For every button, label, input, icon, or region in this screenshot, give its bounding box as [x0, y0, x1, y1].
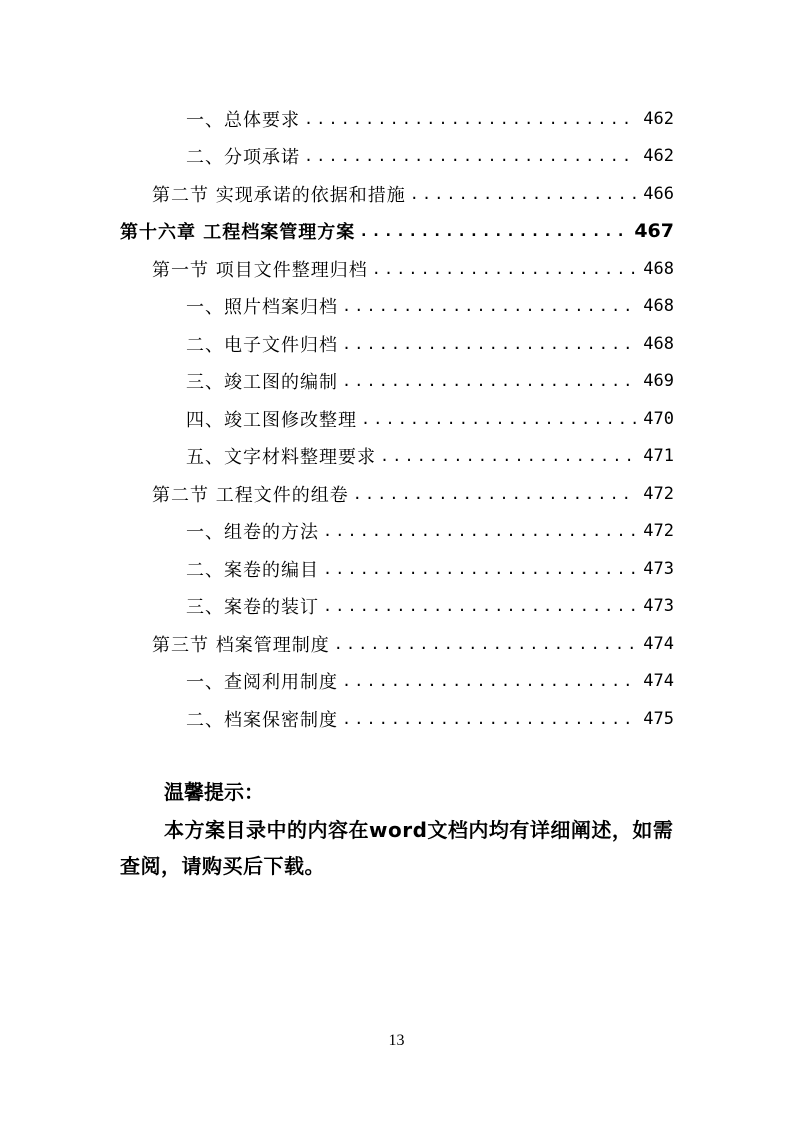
notice-body: 本方案目录中的内容在word文档内均有详细阐述，如需查阅，请购买后下载。	[120, 818, 674, 878]
toc-entry-page: 466	[643, 183, 674, 204]
toc-entry-page: 468	[643, 296, 674, 317]
toc-entry-title: 一、照片档案归档	[186, 297, 338, 319]
toc-entry[interactable]	[120, 550, 674, 588]
toc-entry[interactable]	[120, 700, 674, 738]
toc-leader-dots	[353, 485, 638, 503]
toc-leader-dots	[410, 185, 638, 203]
toc-entry[interactable]	[120, 475, 674, 513]
toc-entry-page: 468	[643, 258, 674, 279]
toc-entry-title: 一、查阅利用制度	[186, 672, 338, 694]
toc-entry[interactable]	[120, 138, 674, 176]
toc-entry[interactable]	[120, 438, 674, 476]
toc-leader-dots	[342, 672, 637, 690]
toc-leader-dots	[372, 260, 638, 278]
toc-entry-title: 二、案卷的编目	[186, 559, 319, 581]
table-of-contents	[120, 100, 674, 738]
toc-entry[interactable]	[120, 625, 674, 663]
toc-entry-title: 第一节 项目文件整理归档	[152, 259, 368, 281]
toc-entry-title: 第十六章 工程档案管理方案	[120, 222, 356, 244]
toc-entry-page: 472	[643, 521, 674, 542]
toc-entry-page: 474	[643, 671, 674, 692]
toc-entry[interactable]	[120, 363, 674, 401]
toc-entry-title: 二、档案保密制度	[186, 709, 338, 731]
toc-entry-page: 470	[643, 408, 674, 429]
toc-entry[interactable]	[120, 513, 674, 551]
toc-leader-dots	[361, 410, 637, 428]
toc-leader-dots	[323, 560, 637, 578]
toc-leader-dots	[342, 710, 637, 728]
notice-title: 温馨提示：	[164, 780, 264, 804]
toc-entry-title: 二、电子文件归档	[186, 334, 338, 356]
toc-entry[interactable]	[120, 288, 674, 326]
toc-entry-page: 467	[634, 220, 674, 243]
toc-entry[interactable]	[120, 663, 674, 701]
toc-entry[interactable]	[120, 175, 674, 213]
page-number: 13	[388, 1032, 405, 1049]
toc-entry[interactable]	[120, 100, 674, 138]
toc-entry-title: 第三节 档案管理制度	[152, 634, 330, 656]
toc-leader-dots	[304, 110, 637, 128]
toc-entry-page: 473	[643, 596, 674, 617]
toc-leader-dots	[323, 597, 637, 615]
toc-entry-title: 二、分项承诺	[186, 147, 300, 169]
toc-leader-dots	[342, 335, 637, 353]
notice-block	[120, 776, 676, 884]
toc-entry-page: 472	[643, 483, 674, 504]
toc-leader-dots	[334, 635, 638, 653]
toc-entry-page: 475	[643, 708, 674, 729]
toc-leader-dots	[342, 297, 637, 315]
toc-entry-title: 五、文字材料整理要求	[186, 447, 376, 469]
toc-entry-title: 第二节 工程文件的组卷	[152, 484, 349, 506]
toc-entry[interactable]	[120, 588, 674, 626]
toc-entry-title: 一、总体要求	[186, 109, 300, 131]
toc-entry-title: 三、竣工图的编制	[186, 372, 338, 394]
toc-entry-page: 471	[643, 446, 674, 467]
toc-entry-title: 四、竣工图修改整理	[186, 409, 357, 431]
toc-entry[interactable]	[120, 250, 674, 288]
toc-entry-page: 474	[643, 633, 674, 654]
toc-entry[interactable]	[120, 325, 674, 363]
toc-leader-dots	[323, 522, 637, 540]
toc-entry-page: 462	[643, 108, 674, 129]
toc-entry-page: 468	[643, 333, 674, 354]
toc-chapter-entry[interactable]	[120, 213, 674, 251]
toc-entry-title: 一、组卷的方法	[186, 522, 319, 544]
toc-entry-page: 473	[643, 558, 674, 579]
toc-entry[interactable]	[120, 400, 674, 438]
toc-leader-dots	[304, 147, 637, 165]
toc-entry-page: 462	[643, 146, 674, 167]
toc-entry-title: 第二节 实现承诺的依据和措施	[152, 184, 406, 206]
toc-entry-page: 469	[643, 371, 674, 392]
toc-entry-title: 三、案卷的装订	[186, 597, 319, 619]
toc-leader-dots	[359, 222, 628, 240]
toc-leader-dots	[342, 372, 637, 390]
toc-leader-dots	[380, 447, 637, 465]
